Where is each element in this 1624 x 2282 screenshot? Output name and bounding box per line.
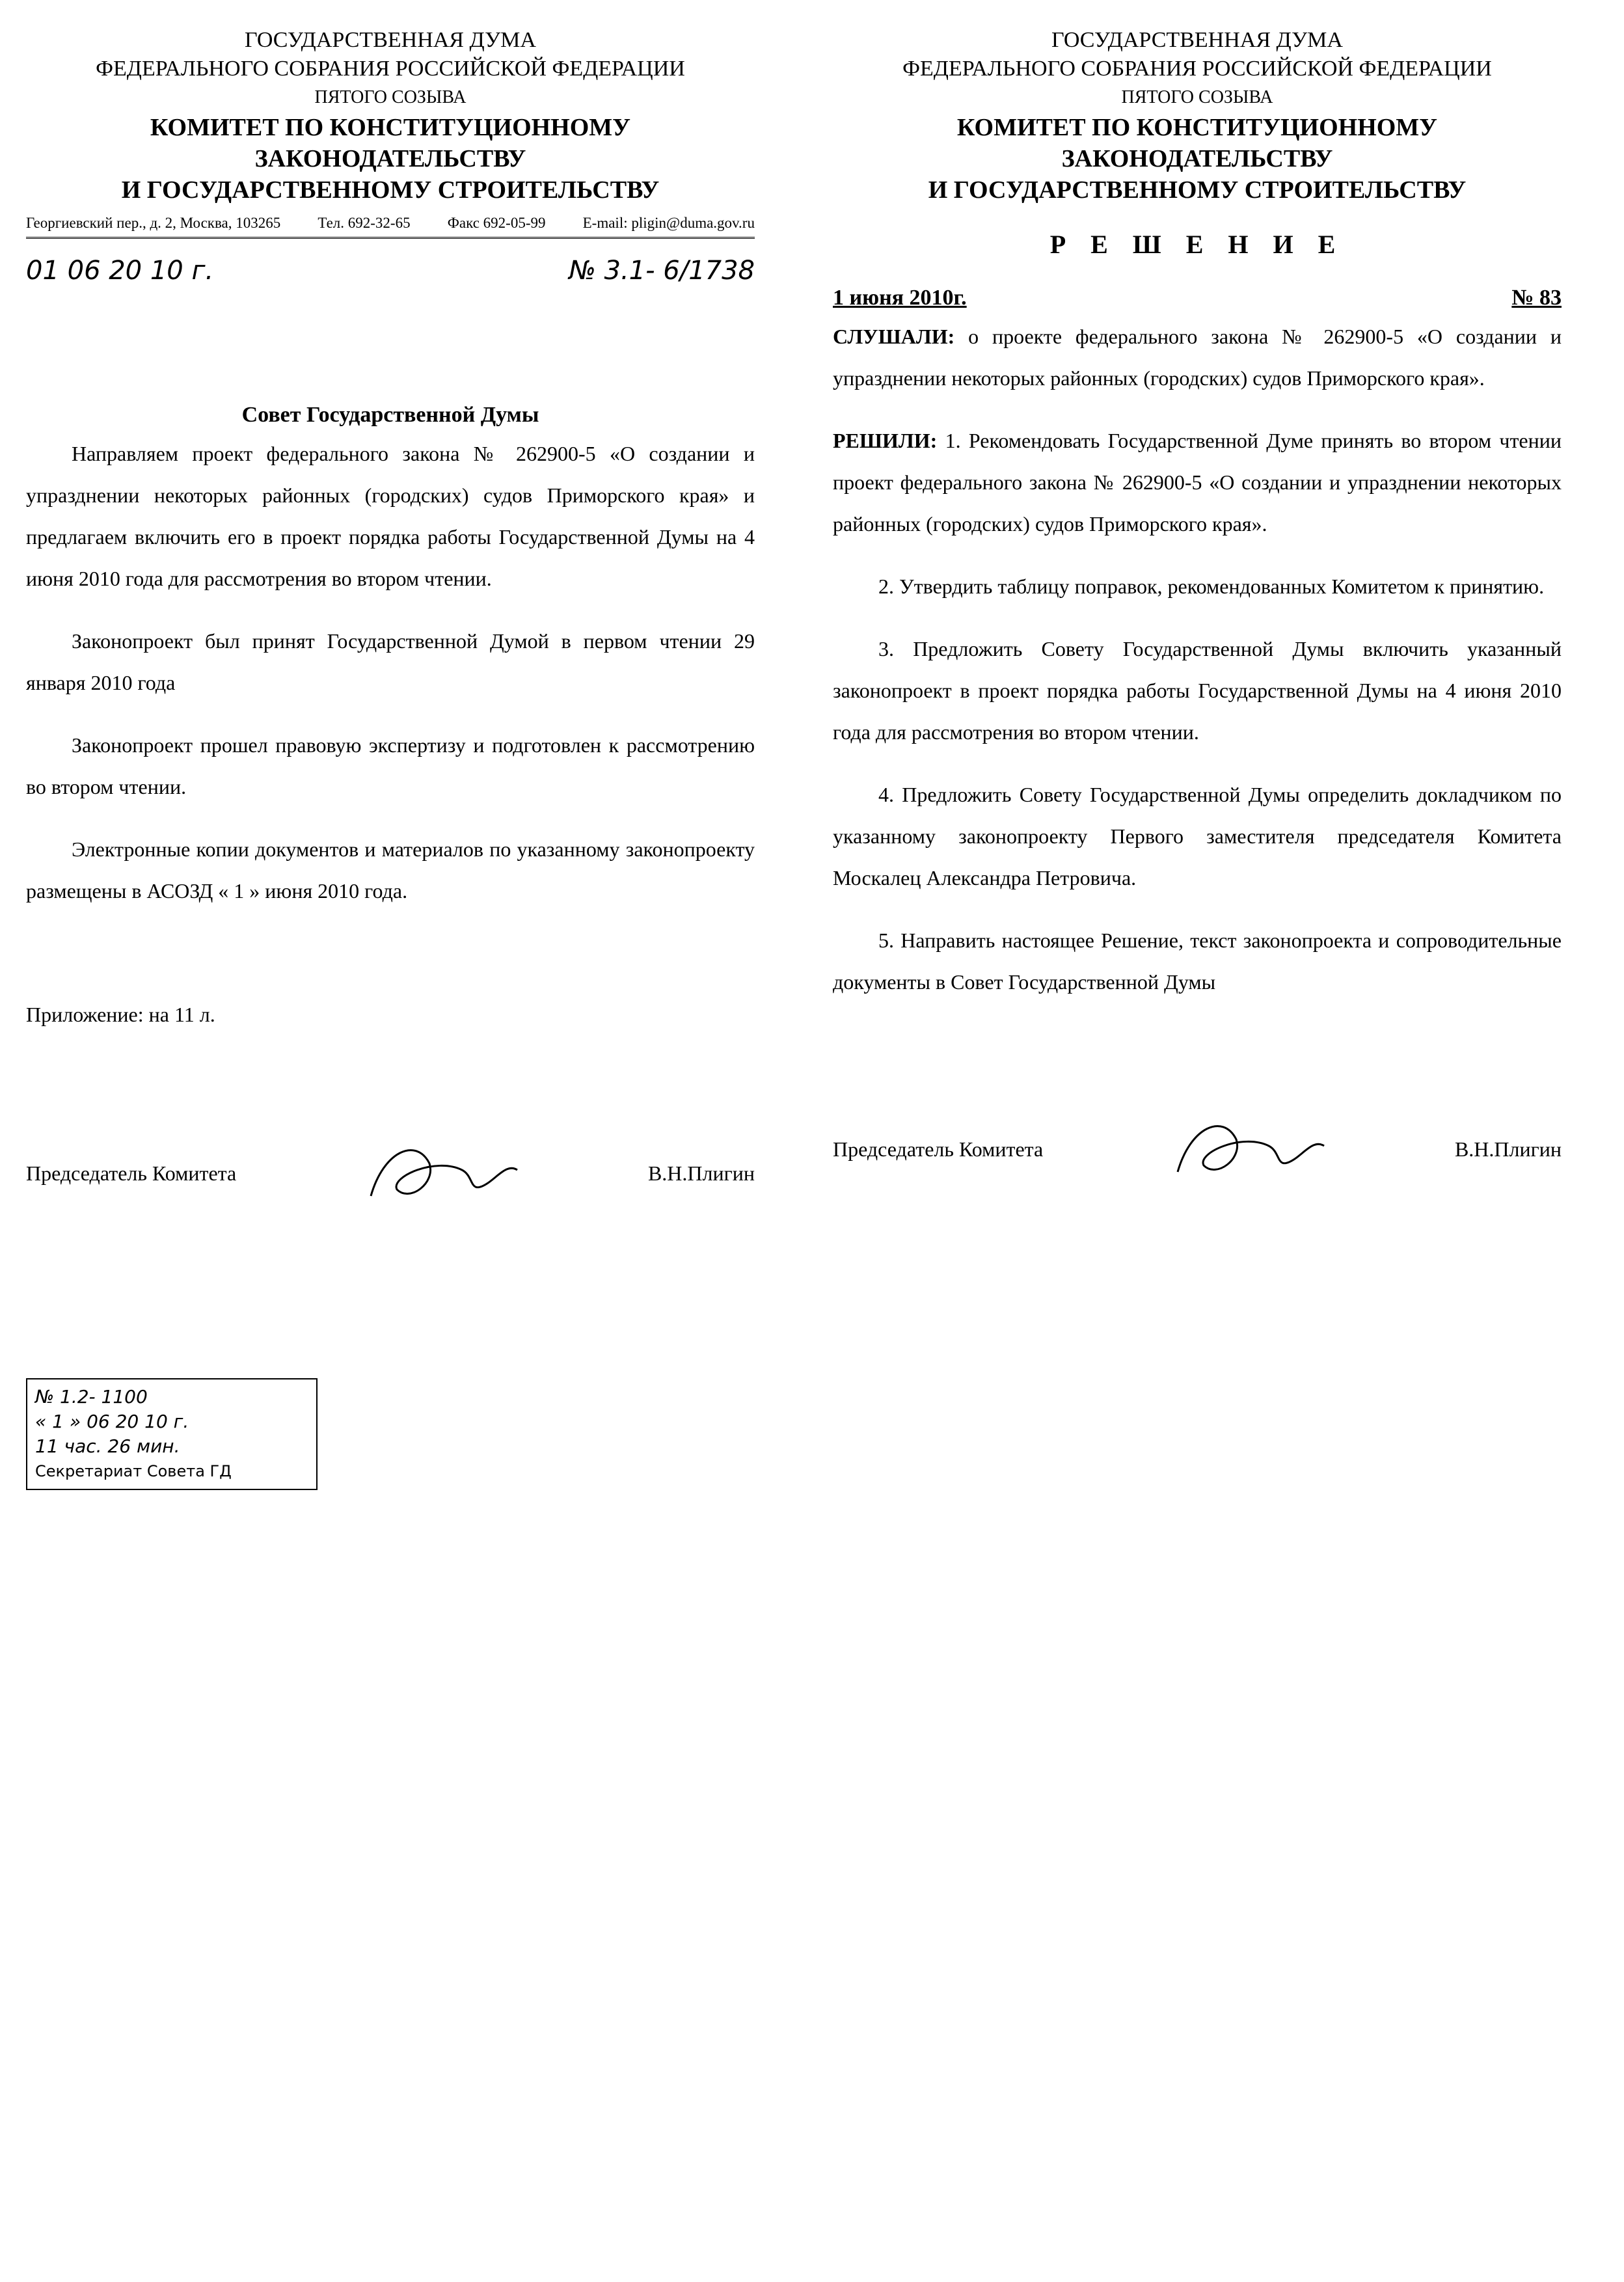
signer-name: В.Н.Плигин [1454, 1137, 1562, 1161]
paragraph-1: Направляем проект федерального закона № 262900-5 «О создании и упразднении некоторых районных (городских) судов Приморского края» и предлагаем включить его в проект порядка работы Государственной Думы на 4 июня 2010 года для рассмотрения во втором чтении. [26, 442, 755, 590]
handwritten-signature [358, 1124, 527, 1222]
email: E-mail: pligin@duma.gov.ru [582, 215, 755, 231]
decision-date-line [833, 286, 1562, 310]
addressee: Совет Государственной Думы [241, 403, 539, 427]
org-line-2: ФЕДЕРАЛЬНОГО СОБРАНИЯ РОССИЙСКОЙ ФЕДЕРАЦИИ [96, 57, 685, 81]
decision-title: Р Е Ш Е Н И Е [1049, 230, 1345, 259]
signature-row [26, 1124, 755, 1222]
org-line-3: ПЯТОГО СОЗЫВА [1121, 87, 1273, 107]
item-4: 4. Предложить Совету Государственной Думы определить докладчиком по указанному законопроекту Первого заместителя председателя Комитета Москалец Александра Петровича. [833, 783, 1562, 890]
signer-title: Председатель Комитета [26, 1161, 237, 1185]
signer-title: Председатель Комитета [833, 1137, 1044, 1161]
contacts-line [26, 215, 755, 239]
signer-name: В.Н.Плигин [647, 1161, 755, 1185]
heard-label: СЛУШАЛИ: [833, 325, 955, 348]
item-5: 5. Направить настоящее Решение, текст законопроекта и сопроводительные документы в Совет Государственной Думы [833, 929, 1562, 994]
committee-decision [833, 26, 1562, 2225]
committee-line-1: КОМИТЕТ ПО КОНСТИТУЦИОННОМУ ЗАКОНОДАТЕЛЬСТВУ [150, 114, 631, 172]
address: Георгиевский пер., д. 2, Москва, 103265 [26, 215, 281, 231]
signature-row [833, 1100, 1562, 1198]
letter-header [26, 26, 755, 206]
stamp-line-2: « 1 » 06 20 10 г. [35, 1411, 189, 1432]
stamp-line-3: 11 час. 26 мин. [35, 1435, 180, 1457]
heard-text: о проекте федерального закона № 262900-5 «О создании и упразднении некоторых районных (городских) судов Приморского края». [833, 325, 1562, 390]
org-line-2: ФЕДЕРАЛЬНОГО СОБРАНИЯ РОССИЙСКОЙ ФЕДЕРАЦИИ [902, 57, 1492, 81]
paragraph-4: Электронные копии документов и материалов по указанному законопроекту размещены в АСОЗД « 1 » июня 2010 года. [26, 837, 755, 903]
stamp-line-1: № 1.2- 1100 [35, 1386, 148, 1407]
decided-label: РЕШИЛИ: [833, 429, 938, 452]
decision-date: 1 июня 2010г. [833, 286, 967, 310]
item-2: 2. Утвердить таблицу поправок, рекомендованных Комитетом к принятию. [878, 575, 1545, 598]
paragraph-2: Законопроект был принят Государственной Думой в первом чтении 29 января 2010 года [26, 629, 755, 694]
letter-date: 01 06 20 10 г. [26, 256, 214, 286]
org-line-3: ПЯТОГО СОЗЫВА [314, 87, 467, 107]
letter-number: № 3.1- 6/1738 [569, 256, 755, 286]
decision-header [833, 26, 1562, 206]
phone: Тел. 692-32-65 [318, 215, 411, 231]
committee-line-1: КОМИТЕТ ПО КОНСТИТУЦИОННОМУ ЗАКОНОДАТЕЛЬСТВУ [956, 114, 1438, 172]
stamp-line-4: Секретариат Совета ГД [35, 1462, 232, 1480]
registration-stamp [26, 1378, 318, 1490]
decided-paragraph [833, 420, 1562, 545]
paragraph-3: Законопроект прошел правовую экспертизу и подготовлен к рассмотрению во втором чтении. [26, 733, 755, 798]
item-1: 1. Рекомендовать Государственной Думе принять во втором чтении проект федерального закона № 262900-5 «О создании и упразднении некоторых районных (городских) судов Приморского края». [833, 429, 1562, 536]
decision-number: № 83 [1511, 286, 1562, 310]
attachment-note: Приложение: на 11 л. [26, 1003, 215, 1026]
fax: Факс 692-05-99 [447, 215, 546, 231]
handwritten-signature [1165, 1100, 1334, 1198]
org-line-1: ГОСУДАРСТВЕННАЯ ДУМА [245, 28, 536, 52]
committee-line-2: И ГОСУДАРСТВЕННОМУ СТРОИТЕЛЬСТВУ [928, 176, 1467, 204]
reference-line [26, 256, 755, 286]
org-line-1: ГОСУДАРСТВЕННАЯ ДУМА [1051, 28, 1343, 52]
item-3: 3. Предложить Совету Государственной Думы включить указанный законопроект в проект порядка работы Государственной Думы на 4 июня 2010 года для рассмотрения во втором чтении. [833, 637, 1562, 744]
committee-line-2: И ГОСУДАРСТВЕННОМУ СТРОИТЕЛЬСТВУ [121, 176, 660, 204]
heard-paragraph [833, 316, 1562, 399]
cover-letter [26, 26, 755, 2225]
